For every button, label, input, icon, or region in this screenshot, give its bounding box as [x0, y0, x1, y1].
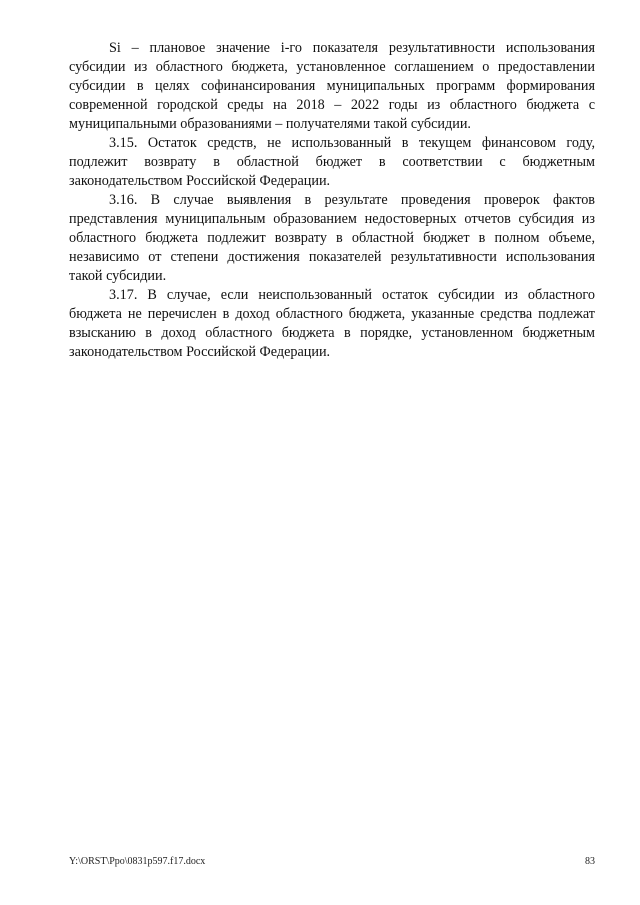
paragraph-si-definition: Si – плановое значение i-го показателя результативности использования субсидии из областного бюджета, установленное соглашением о предоставлении субсидии в целях софинансирования муниципальных программ формирования современной городской среды на 2018 – 2022 годы из областного бюджета с муниципальными образованиями – получателями такой субсидии. [69, 40, 595, 132]
footer-file-path: Y:\ORST\Ppo\0831p597.f17.docx [69, 856, 206, 867]
document-body [69, 39, 595, 362]
paragraph-3-15: 3.15. Остаток средств, не использованный в текущем финансовом году, подлежит возврату в областной бюджет в соответствии с бюджетным законодательством Российской Федерации. [69, 135, 595, 189]
paragraph-3-16: 3.16. В случае выявления в результате проведения проверок фактов представления муниципальным образованием недостоверных отчетов субсидия из областного бюджета подлежит возврату в областной бюджет в полном объеме, независимо от степени достижения показателей результативности использования такой субсидии. [69, 192, 595, 284]
footer-page-number: 83 [585, 856, 595, 867]
page-footer [69, 855, 595, 869]
paragraph-3-17: 3.17. В случае, если неиспользованный остаток субсидии из областного бюджета не перечислен в доход областного бюджета, указанные средства подлежат взысканию в доход областного бюджета в порядке, установленном бюджетным законодательством Российской Федерации. [69, 287, 595, 360]
